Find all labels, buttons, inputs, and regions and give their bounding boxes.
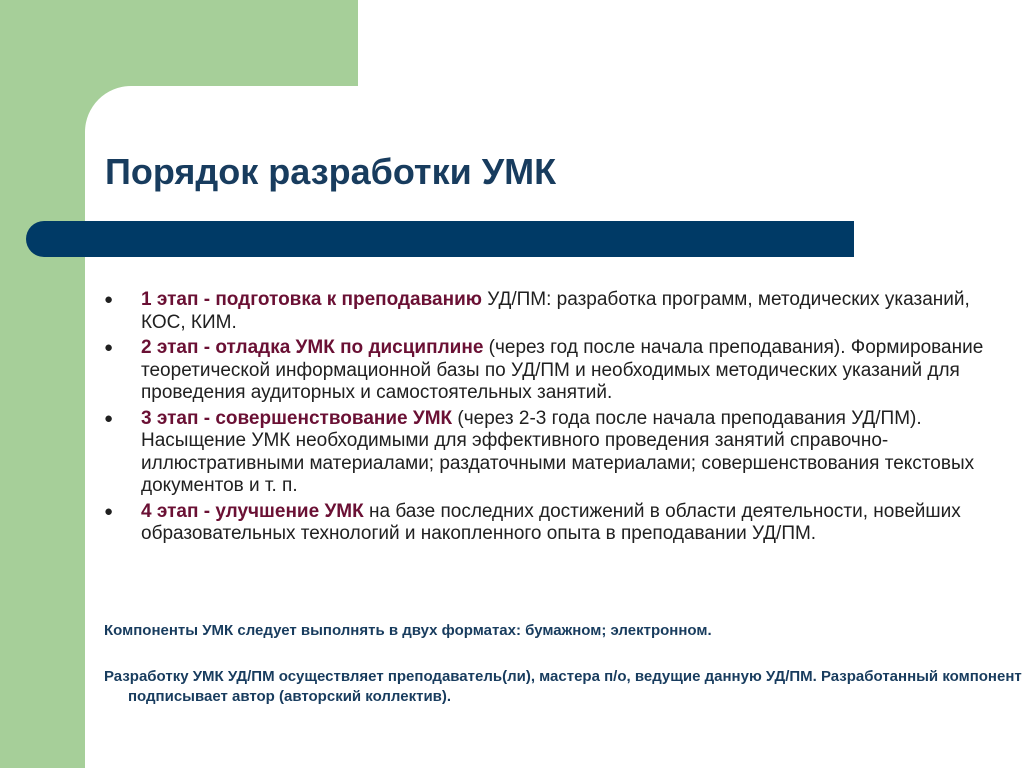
bullet-icon: ● [104, 291, 114, 308]
title-divider-bar [26, 221, 854, 257]
stage-heading: 4 этап - улучшение УМК [141, 500, 364, 522]
stage-heading: 3 этап - совершенствование УМК [141, 407, 453, 429]
developers-note: Разработку УМК УД/ПМ осуществляет преподаватель(ли), мастера п/о, ведущие данную УД/ПМ. Разработанный компонент подписывает автор (авторский коллектив). [104, 668, 1022, 705]
stages-list [104, 289, 1004, 549]
stage-item-1 [104, 289, 1004, 334]
stage-text: (через 2-3 года после начала преподавания УД/ПМ). Насыщение УМК необходимыми для эффективного проведения занятий справочно-иллюстративными материалами; раздаточными материалами; совершенствования текстовых документов и т. п. [141, 407, 975, 496]
stage-text: на базе последних достижений в области деятельности, новейших образовательных технологий и накопленного опыта в преподавании УД/ПМ. [141, 500, 961, 544]
slide-title: Порядок разработки УМК [105, 151, 557, 192]
stage-heading: 2 этап - отладка УМК по дисциплине [141, 337, 484, 358]
stage-heading: 1 этап - подготовка к преподаванию [141, 289, 482, 310]
stage-text: УД/ПМ: разработка программ, методических указаний, КОС, КИМ. [141, 289, 970, 333]
stage-item-2 [104, 337, 1004, 405]
formats-note: Компоненты УМК следует выполнять в двух форматах: бумажном; электронном. [104, 622, 712, 639]
bullet-icon: ● [104, 409, 114, 427]
stage-item-4 [104, 501, 1004, 546]
stage-item-3 [104, 408, 1004, 498]
bullet-icon: ● [104, 502, 114, 520]
stage-text: (через год после начала преподавания). Формирование теоретической информационной базы по УД/ПМ и необходимых методических указаний для проведения аудиторных и самостоятельных занятий. [141, 337, 984, 403]
bullet-icon: ● [104, 339, 114, 356]
